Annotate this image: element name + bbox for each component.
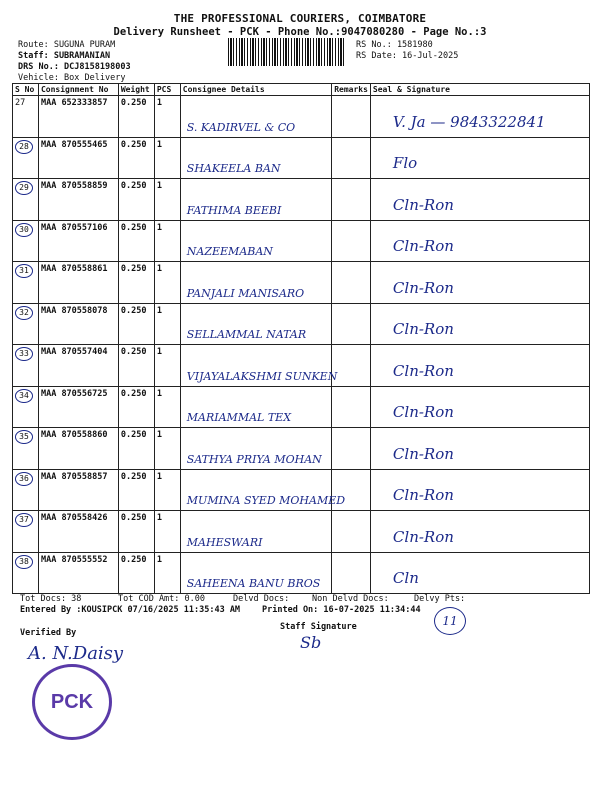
cell-consignment: MAA 870556725 (38, 386, 118, 428)
col-pcs: PCS (154, 84, 180, 96)
col-weight: Weight (118, 84, 154, 96)
table-row (13, 511, 590, 553)
consignee-handwritten: VIJAYALAKSHMI SUNKEN (186, 369, 338, 383)
col-sno: S No (13, 84, 39, 96)
cell-pcs: 1 (154, 552, 180, 594)
cell-consignee (180, 428, 331, 470)
cell-signature (370, 137, 589, 179)
cell-consignee (180, 262, 331, 304)
cell-signature (370, 303, 589, 345)
drs-no-label: DRS No.: DCJ8158198003 (18, 62, 131, 72)
cell-sno: 38 (13, 552, 39, 594)
cell-signature (370, 511, 589, 553)
cell-signature (370, 469, 589, 511)
table-row (13, 137, 590, 179)
cell-consignee (180, 220, 331, 262)
cell-sno: 35 (13, 428, 39, 470)
verifier-signature: A. N.Daisy (28, 643, 124, 664)
cell-sno: 32 (13, 303, 39, 345)
cell-consignee (180, 386, 331, 428)
cell-consignment: MAA 870558426 (38, 511, 118, 553)
cell-weight: 0.250 (118, 469, 154, 511)
cell-pcs: 1 (154, 303, 180, 345)
cell-remarks (332, 552, 371, 594)
cell-pcs: 1 (154, 511, 180, 553)
cell-consignee (180, 96, 331, 138)
signature-handwritten: Cln-Ron (392, 195, 454, 214)
delvd-docs: Delvd Docs: (233, 594, 290, 604)
cell-consignment: MAA 870557404 (38, 345, 118, 387)
cell-remarks (332, 179, 371, 221)
signature-handwritten: Flo (392, 154, 418, 172)
tot-docs: Tot Docs: 38 (20, 594, 82, 604)
cell-consignee (180, 179, 331, 221)
cell-consignment: MAA 870558861 (38, 262, 118, 304)
count-circle: 11 (434, 607, 466, 635)
cell-consignee (180, 552, 331, 594)
cell-consignee (180, 137, 331, 179)
cell-remarks (332, 469, 371, 511)
cell-remarks (332, 428, 371, 470)
cell-signature (370, 179, 589, 221)
cell-remarks (332, 220, 371, 262)
col-consignee: Consignee Details (180, 84, 331, 96)
consignee-handwritten: S. KADIRVEL & CO (186, 120, 296, 134)
cell-consignment: MAA 870555552 (38, 552, 118, 594)
consignee-handwritten: SHAKEELA BAN (186, 162, 281, 175)
cell-signature (370, 386, 589, 428)
signature-handwritten: Cln-Ron (392, 444, 454, 463)
cell-remarks (332, 511, 371, 553)
consignee-handwritten: SELLAMMAL NATAR (186, 328, 307, 341)
cell-consignment: MAA 870558860 (38, 428, 118, 470)
table-row (13, 179, 590, 221)
cell-pcs: 1 (154, 262, 180, 304)
cell-pcs: 1 (154, 386, 180, 428)
cell-consignment: MAA 652333857 (38, 96, 118, 138)
cell-signature (370, 552, 589, 594)
cell-weight: 0.250 (118, 262, 154, 304)
cell-pcs: 1 (154, 220, 180, 262)
cell-weight: 0.250 (118, 220, 154, 262)
cell-consignment: MAA 870557106 (38, 220, 118, 262)
header-title: THE PROFESSIONAL COURIERS, COIMBATORE (173, 12, 427, 25)
signature-handwritten: Cln-Ron (392, 278, 454, 297)
cell-remarks (332, 96, 371, 138)
cell-sno: 34 (13, 386, 39, 428)
cell-consignee (180, 469, 346, 511)
cell-sno: 29 (13, 179, 39, 221)
cell-consignment: MAA 870558857 (38, 469, 118, 511)
cell-sno: 28 (13, 137, 39, 179)
non-delvd-docs: Non Delvd Docs: (312, 594, 389, 604)
signature-handwritten: Cln-Ron (392, 527, 454, 546)
table-header-row (13, 84, 590, 96)
cell-remarks (332, 137, 371, 179)
verified-by-label: Verified By (20, 628, 77, 638)
consignee-handwritten: MAHESWARI (186, 535, 263, 549)
cell-consignment: MAA 870558078 (38, 303, 118, 345)
cell-pcs: 1 (154, 428, 180, 470)
table-row (13, 386, 590, 428)
signature-handwritten: Cln-Ron (392, 361, 454, 380)
cell-consignment: MAA 870558859 (38, 179, 118, 221)
cell-consignee (180, 303, 331, 345)
cell-weight: 0.250 (118, 303, 154, 345)
consignee-handwritten: NAZEEMABAN (186, 245, 273, 258)
cell-pcs: 1 (154, 137, 180, 179)
header-subtitle: Delivery Runsheet - PCK - Phone No.:9047080280 - Page No.:3 (113, 26, 487, 38)
runsheet-table (12, 83, 590, 594)
cell-weight: 0.250 (118, 552, 154, 594)
table-row (13, 262, 590, 304)
signature-handwritten: Cln (392, 569, 419, 587)
table-row (13, 469, 590, 511)
table-row (13, 96, 590, 138)
rs-date-label: RS Date: 16-Jul-2025 (356, 51, 459, 61)
delvy-pts: Delvy Pts: (414, 594, 466, 604)
cell-weight: 0.250 (118, 345, 154, 387)
cell-pcs: 1 (154, 96, 180, 138)
cell-weight: 0.250 (118, 96, 154, 138)
col-consignment: Consignment No (38, 84, 118, 96)
cell-sno: 33 (13, 345, 39, 387)
vehicle-label: Vehicle: Box Delivery (18, 73, 126, 83)
cell-sno: 37 (13, 511, 39, 553)
cell-sno: 27 (13, 96, 39, 138)
consignee-handwritten: MUMINA SYED MOHAMED (186, 494, 346, 507)
cell-signature (370, 428, 589, 470)
barcode (228, 38, 346, 66)
table-row (13, 345, 590, 387)
consignee-handwritten: PANJALI MANISARO (186, 286, 305, 300)
table-row (13, 552, 590, 594)
signature-handwritten: Cln-Ron (392, 237, 454, 255)
cell-sno: 30 (13, 220, 39, 262)
cell-sno: 36 (13, 469, 39, 511)
cell-pcs: 1 (154, 179, 180, 221)
consignee-handwritten: FATHIMA BEEBI (186, 203, 282, 217)
cell-remarks (332, 303, 371, 345)
cell-consignee (180, 511, 331, 553)
table-row (13, 428, 590, 470)
cell-weight: 0.250 (118, 137, 154, 179)
consignee-handwritten: SAHEENA BANU BROS (186, 577, 321, 590)
cell-consignment: MAA 870555465 (38, 137, 118, 179)
consignee-handwritten: SATHYA PRIYA MOHAN (186, 452, 322, 466)
cell-remarks (332, 345, 371, 387)
cell-signature (370, 262, 589, 304)
col-remarks: Remarks (332, 84, 371, 96)
pck-stamp: PCK (32, 664, 112, 740)
col-seal-signature: Seal & Signature (370, 84, 589, 96)
tot-cod: Tot COD Amt: 0.00 (118, 594, 205, 604)
staff-label: Staff: SUBRAMANIAN (18, 51, 111, 61)
cell-weight: 0.250 (118, 511, 154, 553)
cell-consignee (180, 345, 338, 387)
cell-pcs: 1 (154, 345, 180, 387)
cell-remarks (332, 386, 371, 428)
table-row (13, 220, 590, 262)
printed-on: Printed On: 16-07-2025 11:34:44 (262, 605, 421, 615)
table-row (13, 303, 590, 345)
rs-no-label: RS No.: 1581980 (356, 40, 433, 50)
signature-handwritten: Cln-Ron (392, 320, 454, 338)
consignee-handwritten: MARIAMMAL TEX (186, 411, 292, 424)
cell-weight: 0.250 (118, 386, 154, 428)
cell-weight: 0.250 (118, 428, 154, 470)
staff-signature-mark: Sb (300, 633, 322, 652)
cell-signature (370, 220, 589, 262)
entered-by: Entered By :KOUSIPCK 07/16/2025 11:35:43 AM (20, 605, 241, 615)
cell-remarks (332, 262, 371, 304)
cell-signature (370, 345, 589, 387)
cell-signature (370, 96, 589, 138)
signature-handwritten: V. Ja — 9843322841 (392, 112, 546, 131)
signature-handwritten: Cln-Ron (392, 486, 454, 504)
signature-handwritten: Cln-Ron (392, 403, 454, 421)
cell-weight: 0.250 (118, 179, 154, 221)
staff-signature-label: Staff Signature (280, 622, 357, 632)
cell-pcs: 1 (154, 469, 180, 511)
cell-sno: 31 (13, 262, 39, 304)
route-label: Route: SUGUNA PURAM (18, 40, 116, 50)
